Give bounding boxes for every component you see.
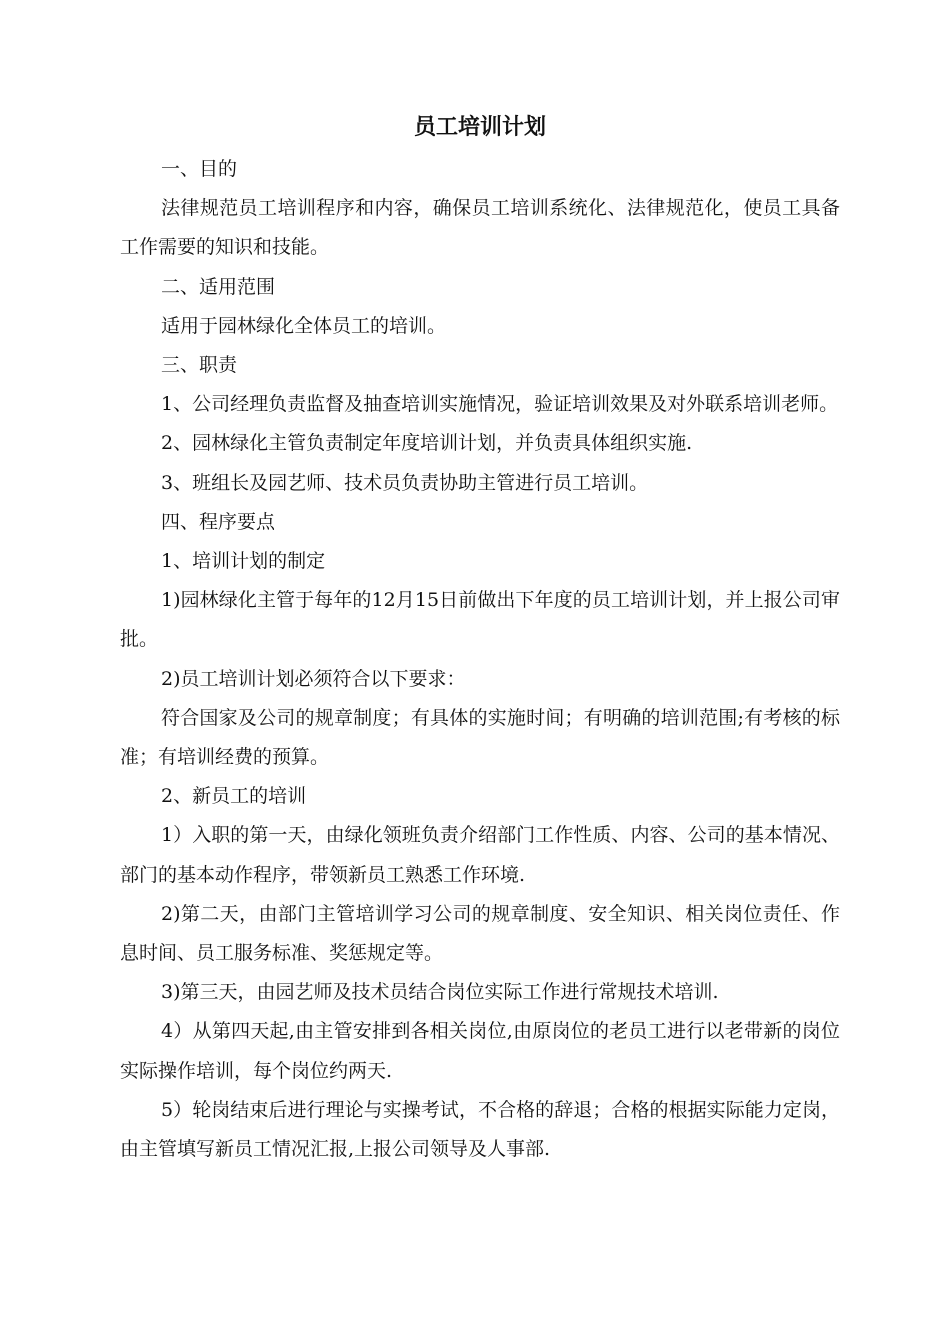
- section-heading-procedure: 四、程序要点: [161, 510, 276, 533]
- paragraph-training-day-1: 1）入职的第一天，由绿化领班负责介绍部门工作性质、内容、公司的基本情况、部门的基本动作程序，带领新员工熟悉工作环境.: [120, 824, 840, 886]
- subheading-plan-making: 1、培训计划的制定: [161, 550, 326, 573]
- paragraph-scope: 适用于园林绿化全体员工的培训。: [161, 314, 447, 337]
- section-heading-duties: 三、职责: [161, 354, 238, 377]
- paragraph-training-exam: 5）轮岗结束后进行理论与实操考试，不合格的辞退；合格的根据实际能力定岗，由主管填写新员工情况汇报,上报公司领导及人事部.: [120, 1098, 840, 1161]
- paragraph-duty-2: 2、园林绿化主管负责制定年度培训计划，并负责具体组织实施.: [161, 432, 693, 455]
- paragraph-purpose: 法律规范员工培训程序和内容，确保员工培训系统化、法律规范化，使员工具备工作需要的知识和技能。: [120, 197, 840, 259]
- section-heading-purpose: 一、目的: [161, 158, 238, 180]
- document-body: [120, 150, 840, 1169]
- paragraph-duty-1: 1、公司经理负责监督及抽查培训实施情况，验证培训效果及对外联系培训老师。: [161, 393, 839, 416]
- paragraph-duty-3: 3、班组长及园艺师、技术员负责协助主管进行员工培训。: [161, 471, 649, 494]
- paragraph-training-day-2: 2)第二天，由部门主管培训学习公司的规章制度、安全知识、相关岗位责任、作息时间、员工服务标准、奖惩规定等。: [120, 902, 840, 965]
- paragraph-plan-requirements: 符合国家及公司的规章制度；有具体的实施时间；有明确的培训范围;有考核的标准；有培训经费的预算。: [120, 706, 840, 769]
- paragraph-training-day-4: 4）从第四天起,由主管安排到各相关岗位,由原岗位的老员工进行以老带新的岗位实际操作培训，每个岗位约两天.: [120, 1020, 840, 1082]
- subheading-new-staff-training: 2、新员工的培训: [161, 785, 307, 808]
- document-title: 员工培训计划: [413, 114, 546, 140]
- paragraph-plan-1: 1)园林绿化主管于每年的12月15日前做出下年度的员工培训计划，并上报公司审批。: [120, 589, 840, 651]
- paragraph-training-day-3: 3)第三天，由园艺师及技术员结合岗位实际工作进行常规技术培训.: [161, 981, 719, 1004]
- paragraph-plan-2: 2)员工培训计划必须符合以下要求：: [161, 667, 466, 690]
- section-heading-scope: 二、适用范围: [161, 275, 276, 298]
